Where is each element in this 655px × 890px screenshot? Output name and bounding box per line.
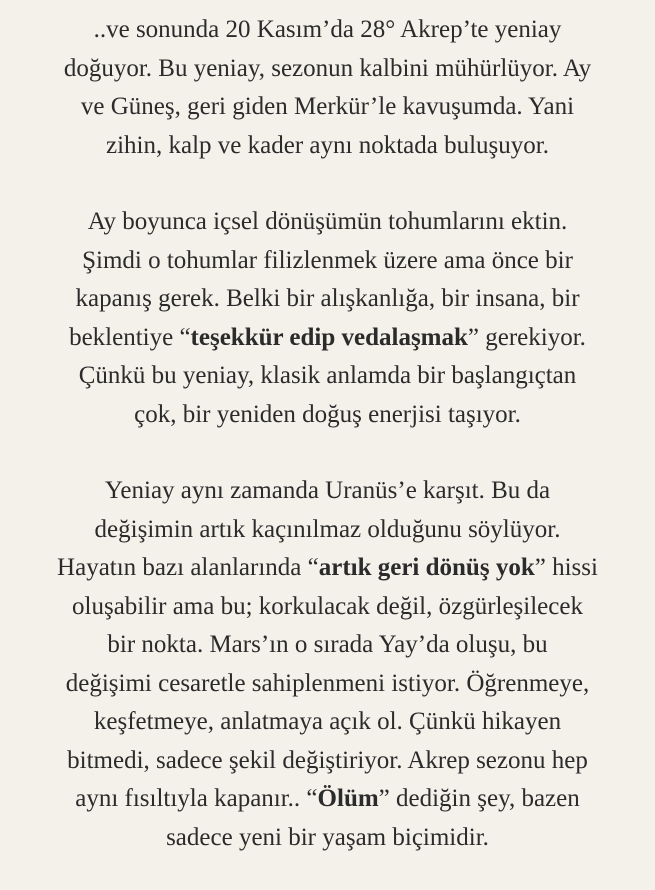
paragraph-transformation (0, 203, 655, 434)
text-line-with-emphasis (0, 549, 655, 588)
text-line: Çünkü bu yeniay, klasik anlamda bir başlangıçtan (78, 362, 577, 389)
paragraph-uranus (0, 472, 655, 857)
emphasized-phrase: Ölüm (317, 785, 379, 812)
text-segment: ” gerekiyor. (467, 323, 586, 351)
paragraph-new-moon (0, 11, 655, 165)
text-line: ve Güneş, geri giden Merkür’le kavuşumda. Yani (80, 93, 575, 120)
emphasized-phrase: artık geri dönüş yok (318, 554, 535, 581)
text-line: zihin, kalp ve kader aynı noktada buluşuyor. (106, 131, 549, 159)
text-line: çok, bir yeniden doğuş enerjisi taşıyor. (134, 400, 521, 428)
text-line: keşfetmeye, anlatmaya açık ol. Çünkü hikayen (93, 708, 562, 735)
text-line: sadece yeni bir yaşam biçimidir. (166, 823, 489, 851)
text-line: doğuyor. Bu yeniay, sezonun kalbini mühürlüyor. Ay (63, 54, 592, 82)
text-line-with-emphasis (0, 319, 655, 358)
text-line: oluşabilir ama bu; korkulacak değil, özgürleşilecek (72, 592, 583, 620)
text-line: ..ve sonunda 20 Kasım’da 28° Akrep’te yeniay (93, 16, 562, 43)
text-segment: ” hissi (534, 554, 598, 581)
text-line: bir nokta. Mars’ın o sırada Yay’da oluşu, bu (107, 631, 548, 658)
text-line: bitmedi, sadece şekil değiştiriyor. Akrep sezonu hep (67, 746, 588, 774)
text-line: kapanış gerek. Belki bir alışkanlığa, bir insana, bir (75, 285, 580, 312)
text-line: Yeniay aynı zamanda Uranüs’e karşıt. Bu da (104, 477, 551, 504)
text-line: Ay boyunca içsel dönüşümün tohumlarını ektin. (87, 208, 568, 235)
text-line: değişimi cesaretle sahiplenmeni istiyor. Öğrenmeye, (65, 669, 590, 697)
text-segment: ” dediğin şey, bazen (378, 785, 580, 812)
text-line: değişimin artık kaçınılmaz olduğunu söylüyor. (94, 515, 561, 543)
text-segment: Hayatın bazı alanlarında “ (57, 554, 319, 581)
text-segment: aynı fısıltıyla kapanır.. “ (75, 785, 318, 812)
text-line: Şimdi o tohumlar filizlenmek üzere ama önce bir (82, 246, 573, 274)
emphasized-phrase: teşekkür edip vedalaşmak (190, 323, 468, 351)
text-line-with-emphasis (0, 780, 655, 819)
text-segment: beklentiye “ (69, 323, 191, 351)
